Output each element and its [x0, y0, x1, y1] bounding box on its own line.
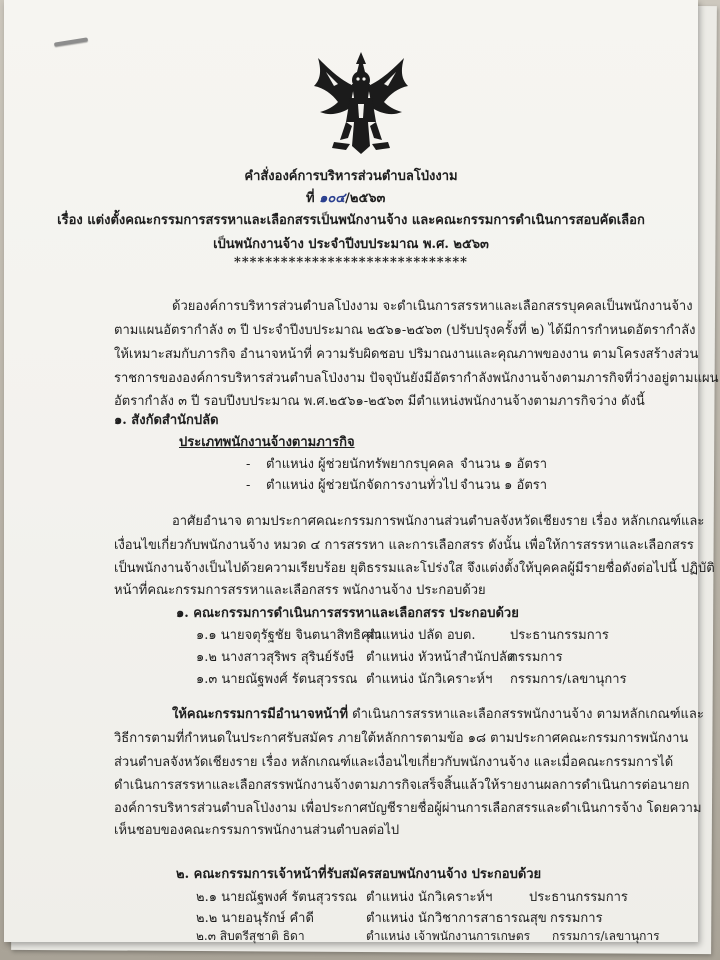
member-role: ประธานกรรมการ — [529, 890, 628, 905]
duty-text: ดำเนินการสรรหาและเลือกสรรพนักงานจ้าง ตามหลักเกณฑ์และ — [352, 707, 704, 722]
committee-1-heading: ๑. คณะกรรมการดำเนินการสรรหาและเลือกสรร ประกอบด้วย — [176, 606, 519, 621]
order-number-prefix: ที่ — [306, 191, 315, 206]
member-name: ๑.๒ นางสาวสุริพร สุรินย์รังษี — [196, 650, 355, 665]
member-position: ตำแหน่ง นักวิเคราะห์ฯ — [366, 890, 493, 905]
order-title: คำสั่งองค์การบริหารส่วนตำบลโป่งงาม — [244, 169, 458, 184]
member-position: ตำแหน่ง เจ้าพนักงานการเกษตร — [366, 929, 531, 943]
member-name: ๒.๒ นายอนุรักษ์ คำดี — [196, 911, 314, 926]
section-1-subheading: ประเภทพนักงานจ้างตามภารกิจ — [179, 435, 355, 450]
position-count: จำนวน ๑ อัตรา — [460, 457, 548, 472]
member-name: ๒.๓ สิบตรีสุชาติ ธิดา — [196, 929, 305, 943]
section-1-heading: ๑. สังกัดสำนักปลัด — [114, 413, 219, 428]
duty-label: ให้คณะกรรมการมีอำนาจหน้าที่ — [172, 707, 349, 722]
position-name: ตำแหน่ง ผู้ช่วยนักจัดการงานทั่วไป — [266, 478, 458, 493]
member-name: ๒.๑ นายณัฐพงศ์ รัตนสุวรรณ — [196, 890, 357, 905]
member-position: ตำแหน่ง หัวหน้าสำนักปลัด — [366, 650, 516, 665]
garuda-emblem — [310, 50, 412, 158]
duty-line: องค์การบริหารส่วนตำบลโป่งงาม เพื่อประกาศบัญชีรายชื่อผู้ผ่านการเลือกสรรและดำเนินการจ้าง โดยความ — [114, 801, 702, 816]
separator-line: ****************************** — [234, 255, 468, 270]
duty-line: ส่วนตำบลจังหวัดเชียงราย เรื่อง หลักเกณฑ์และเงื่อนไขเกี่ยวกับพนักงานจ้าง และเมื่อคณะกรรมการได้ — [114, 755, 674, 770]
order-number-handwritten: ๑๐๔ — [319, 191, 346, 206]
position-name: ตำแหน่ง ผู้ช่วยนักทรัพยากรบุคคล — [266, 457, 454, 472]
order-number — [306, 190, 385, 208]
duty-line: ดำเนินการสรรหาและเลือกสรรพนักงานจ้างตามภารกิจเสร็จสิ้นแล้วให้รายงานผลการดำเนินการต่อนายก — [114, 778, 690, 793]
member-position: ตำแหน่ง ปลัด อบต. — [366, 628, 476, 643]
committee-2-heading: ๒. คณะกรรมการเจ้าหน้าที่รับสมัครสอบพนักงานจ้าง ประกอบด้วย — [176, 867, 542, 882]
position-count: จำนวน ๑ อัตรา — [460, 478, 548, 493]
order-number-suffix: /๒๕๖๓ — [345, 191, 386, 206]
member-name: ๑.๑ นายจตุรัฐชัย จินตนาสิทธิคุณ — [196, 628, 382, 643]
position-dash: - — [246, 457, 251, 472]
member-role: กรรมการ/เลขานุการ — [510, 672, 627, 687]
duty-first-line — [172, 706, 704, 724]
member-role: ประธานกรรมการ — [510, 628, 609, 643]
authority-line: หน้าที่คณะกรรมการสรรหาและเลือกสรร พนักงานจ้าง ประกอบด้วย — [114, 583, 486, 598]
authority-line: เงื่อนไขเกี่ยวกับพนักงานจ้าง หมวด ๔ การสรรหา และการเลือกสรร ดังนั้น เพื่อให้การสรรหาและเลือกสรร — [114, 538, 694, 553]
intro-line: ด้วยองค์การบริหารส่วนตำบลโป่งงาม จะดำเนินการสรรหาและเลือกสรรบุคคลเป็นพนักงานจ้าง — [172, 299, 693, 314]
member-role: กรรมการ/เลขานุการ — [552, 929, 660, 943]
subject-line-1: เรื่อง แต่งตั้งคณะกรรมการสรรหาและเลือกสรรเป็นพนักงานจ้าง และคณะกรรมการดำเนินการสอบคัดเลือก — [57, 213, 645, 228]
document-page — [4, 0, 719, 943]
staple — [54, 37, 88, 46]
intro-line: ราชการขององค์การบริหารส่วนตำบลโป่งงาม ปัจจุบันยังมีอัตรากำลังพนักงานจ้างตามภารกิจที่ว่างอยู่ตามแผน — [114, 371, 719, 386]
member-name: ๑.๓ นายณัฐพงศ์ รัตนสุวรรณ — [196, 672, 358, 687]
subject-line-2: เป็นพนักงานจ้าง ประจำปีงบประมาณ พ.ศ. ๒๕๖๓ — [213, 237, 489, 252]
duty-line: เห็นชอบของคณะกรรมการพนักงานส่วนตำบลต่อไป — [114, 823, 400, 838]
member-position: ตำแหน่ง นักวิชาการสาธารณสุข — [366, 911, 547, 926]
authority-line: อาศัยอำนาจ ตามประกาศคณะกรรมการพนักงานส่วนตำบลจังหวัดเชียงราย เรื่อง หลักเกณฑ์และ — [172, 514, 705, 529]
intro-line: อัตรากำลัง ๓ ปี รอบปีงบประมาณ พ.ศ.๒๕๖๑-๒๕๖๓ มีตำแหน่งพนักงานจ้างตามภารกิจว่าง ดังนี้ — [114, 394, 645, 409]
member-position: ตำแหน่ง นักวิเคราะห์ฯ — [366, 672, 493, 687]
member-role: กรรมการ — [550, 911, 603, 926]
intro-line: ตามแผนอัตรากำลัง ๓ ปี ประจำปีงบประมาณ ๒๕๖๑-๒๕๖๓ (ปรับปรุงครั้งที่ ๒) ได้มีการกำหนดอัตรากำลัง — [114, 323, 696, 338]
member-role: กรรมการ — [510, 650, 563, 665]
position-dash: - — [246, 478, 251, 493]
intro-line: ให้เหมาะสมกับภารกิจ อำนาจหน้าที่ ความรับผิดชอบ ปริมาณงานและคุณภาพของงาน ตามโครงสร้างส่วน — [114, 347, 699, 362]
authority-line: เป็นพนักงานจ้างเป็นไปด้วยความเรียบร้อย ยุติธรรมและโปร่งใส จึงแต่งตั้งให้บุคคลผู้มีรายชื่อดังต่อไปนี้ ปฏิบัติ — [114, 561, 715, 576]
duty-line: วิธีการตามที่กำหนดในประกาศรับสมัคร ภายใต้หลักการตามข้อ ๑๘ ตามประกาศคณะกรรมการพนักงาน — [114, 731, 689, 746]
